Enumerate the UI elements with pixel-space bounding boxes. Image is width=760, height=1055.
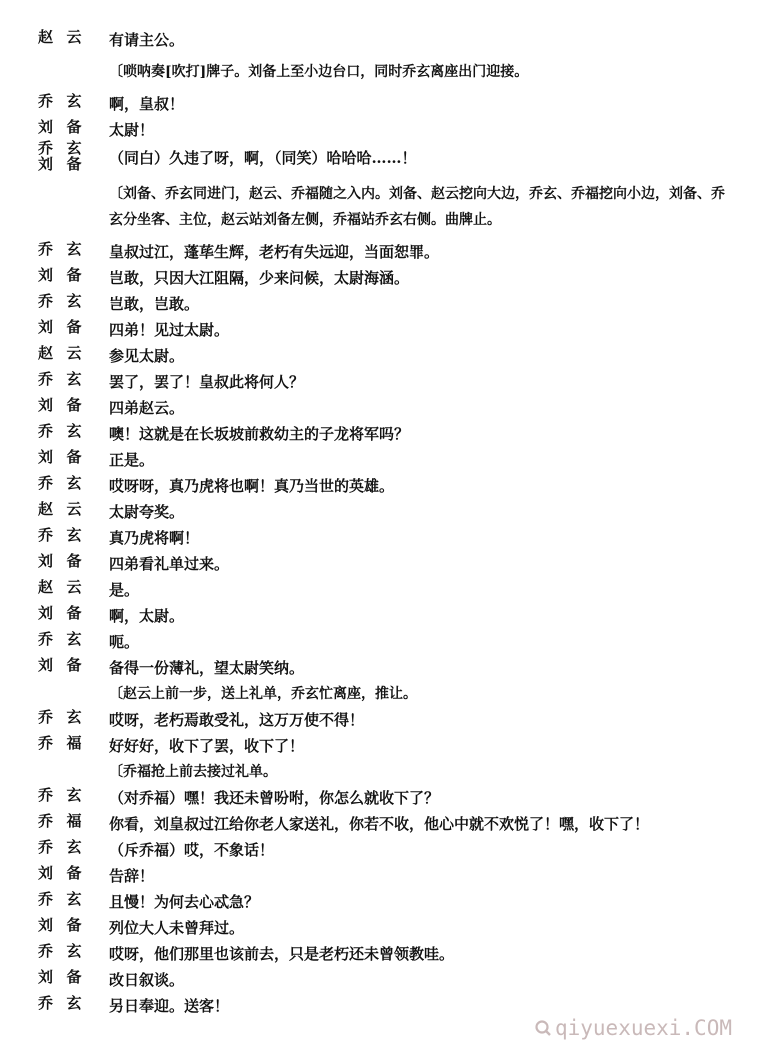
- watermark-logo-icon: [535, 1018, 553, 1036]
- dialogue-line: [0, 476, 760, 502]
- dialogue-line: [0, 840, 760, 866]
- speech-text: 有请主公。: [109, 31, 185, 49]
- speaker-name: 乔 玄: [38, 474, 83, 492]
- speaker-name: 乔 玄: [38, 422, 83, 440]
- speaker-name: 刘 备: [38, 448, 83, 466]
- dialogue-line: [0, 710, 760, 736]
- dialogue-line: [0, 372, 760, 398]
- stage-direction-text: 〔乔福抢上前去接过礼单。: [109, 764, 277, 780]
- speaker-name: 刘 备: [38, 968, 83, 986]
- dialogue-line: [0, 788, 760, 814]
- speech-text: 真乃虎将啊！: [109, 529, 200, 547]
- dialogue-line: [0, 294, 760, 320]
- speech-text: 岂敢，岂敢。: [109, 295, 200, 313]
- speaker-name: 乔 玄: [38, 240, 83, 258]
- speech-text: （对乔福）嘿！我还未曾吩咐，你怎么就收下了？: [109, 789, 440, 807]
- speech-text: 另日奉迎。送客！: [109, 997, 230, 1015]
- speaker-name: 乔 玄: [38, 526, 83, 544]
- stage-direction-text: 〔刘备、乔玄同进门，赵云、乔福随之入内。刘备、赵云挖向大边，乔玄、乔福挖向小边，刘备、乔玄分坐客、主位，赵云站刘备左侧，乔福站乔玄右侧。曲牌止。: [109, 186, 725, 228]
- speech-text: 哎呀，他们那里也该前去，只是老朽还未曾领教哇。: [109, 945, 455, 963]
- speech-text: 是。: [109, 581, 140, 599]
- dialogue-line: [0, 139, 760, 173]
- stage-direction: [0, 62, 760, 88]
- speaker-name: 乔 玄 刘 备: [38, 139, 83, 173]
- speech-text: 呃。: [109, 633, 140, 651]
- dialogue-line: [0, 606, 760, 632]
- speaker-name: 刘 备: [38, 916, 83, 934]
- speaker-name: 乔 福: [38, 734, 83, 752]
- speaker-name: 赵 云: [38, 578, 83, 596]
- speaker-name: 刘 备: [38, 604, 83, 622]
- speech-text: （斥乔福）哎，不象话！: [109, 841, 275, 859]
- speech-text: 噢！这就是在长坂坡前救幼主的子龙将军吗？: [109, 425, 410, 443]
- speaker-name: 刘 备: [38, 318, 83, 336]
- dialogue-line: [0, 736, 760, 762]
- dialogue-line: [0, 346, 760, 372]
- watermark-text: qiyuexuexi.COM: [554, 1016, 732, 1040]
- speech-text: 参见太尉。: [109, 347, 185, 365]
- dialogue-line: [0, 866, 760, 892]
- stage-direction: [0, 684, 760, 710]
- speaker-name: 乔 玄: [38, 370, 83, 388]
- speaker-name: 乔 玄: [38, 630, 83, 648]
- speaker-name: 乔 玄: [38, 890, 83, 908]
- speech-text: 罢了，罢了！皇叔此将何人？: [109, 373, 305, 391]
- speaker-name: 刘 备: [38, 118, 83, 136]
- speaker-name: 乔 玄: [38, 942, 83, 960]
- site-watermark: [535, 1016, 732, 1040]
- speaker-name: 乔 玄: [38, 92, 83, 110]
- speech-text: 告辞！: [109, 867, 155, 885]
- dialogue-line: [0, 944, 760, 970]
- speaker-name: 乔 玄: [38, 292, 83, 310]
- speech-text: 你看，刘皇叔过江给你老人家送礼，你若不收，他心中就不欢悦了！嘿，收下了！: [109, 815, 650, 833]
- speech-text: 四弟看礼单过来。: [109, 555, 230, 573]
- speaker-name: 赵 云: [38, 344, 83, 362]
- dialogue-line: [0, 814, 760, 840]
- dialogue-line: [0, 580, 760, 606]
- speaker-name: 刘 备: [38, 266, 83, 284]
- speech-text: 哎呀，老朽焉敢受礼，这万万使不得！: [109, 711, 365, 729]
- speech-text: 改日叙谈。: [109, 971, 185, 989]
- dialogue-line: [0, 120, 760, 146]
- speaker-name: 刘 备: [38, 396, 83, 414]
- dialogue-line: [0, 94, 760, 120]
- speech-text: 四弟赵云。: [109, 399, 185, 417]
- speaker-name: 乔 玄: [38, 994, 83, 1012]
- speaker-name: 乔 玄: [38, 786, 83, 804]
- speaker-name: 乔 玄: [38, 708, 83, 726]
- speaker-name: 刘 备: [38, 864, 83, 882]
- speech-text: 皇叔过江，蓬荜生辉，老朽有失远迎，当面恕罪。: [109, 243, 440, 261]
- dialogue-line: [0, 424, 760, 450]
- speech-text: 啊，皇叔！: [109, 95, 185, 113]
- speech-text: 啊，太尉。: [109, 607, 185, 625]
- stage-direction: [0, 762, 760, 788]
- speech-text: 哎呀呀，真乃虎将也啊！真乃当世的英雄。: [109, 477, 395, 495]
- speech-text: 备得一份薄礼，望太尉笑纳。: [109, 659, 305, 677]
- dialogue-line: [0, 450, 760, 476]
- stage-direction: [0, 181, 760, 228]
- dialogue-line: [0, 502, 760, 528]
- speech-text: 且慢！为何去心忒急？: [109, 893, 260, 911]
- speaker-name: 乔 福: [38, 812, 83, 830]
- dialogue-line: [0, 398, 760, 424]
- stage-direction-text: 〔赵云上前一步，送上礼单，乔玄忙离座，推让。: [109, 686, 417, 702]
- dialogue-line: [0, 658, 760, 684]
- dialogue-line: [0, 242, 760, 268]
- speaker-name: 赵 云: [38, 500, 83, 518]
- dialogue-line: [0, 892, 760, 918]
- dialogue-line: [0, 320, 760, 346]
- speech-text: 岂敢，只因大江阻隔，少来问候，太尉海涵。: [109, 269, 410, 287]
- dialogue-line: [0, 918, 760, 944]
- dialogue-line: [0, 528, 760, 554]
- dialogue-line: [0, 268, 760, 294]
- speech-text: 正是。: [109, 451, 155, 469]
- speaker-name: 刘 备: [38, 656, 83, 674]
- speech-text: 好好好，收下了罢，收下了！: [109, 737, 305, 755]
- speech-text: 四弟！见过太尉。: [109, 321, 230, 339]
- dialogue-line: [0, 632, 760, 658]
- speech-text: 太尉！: [109, 121, 155, 139]
- speech-text: （同白）久违了呀，啊，（同笑）哈哈哈……！: [109, 149, 417, 167]
- speech-text: 列位大人未曾拜过。: [109, 919, 245, 937]
- speaker-name: 赵 云: [38, 28, 83, 46]
- dialogue-line: [0, 554, 760, 580]
- stage-direction-text: 〔唢呐奏[吹打]牌子。刘备上至小边台口，同时乔玄离座出门迎接。: [109, 64, 529, 80]
- speaker-name: 刘 备: [38, 552, 83, 570]
- dialogue-line: [0, 30, 760, 56]
- dialogue-line: [0, 970, 760, 996]
- speech-text: 太尉夸奖。: [109, 503, 185, 521]
- speaker-name: 乔 玄: [38, 838, 83, 856]
